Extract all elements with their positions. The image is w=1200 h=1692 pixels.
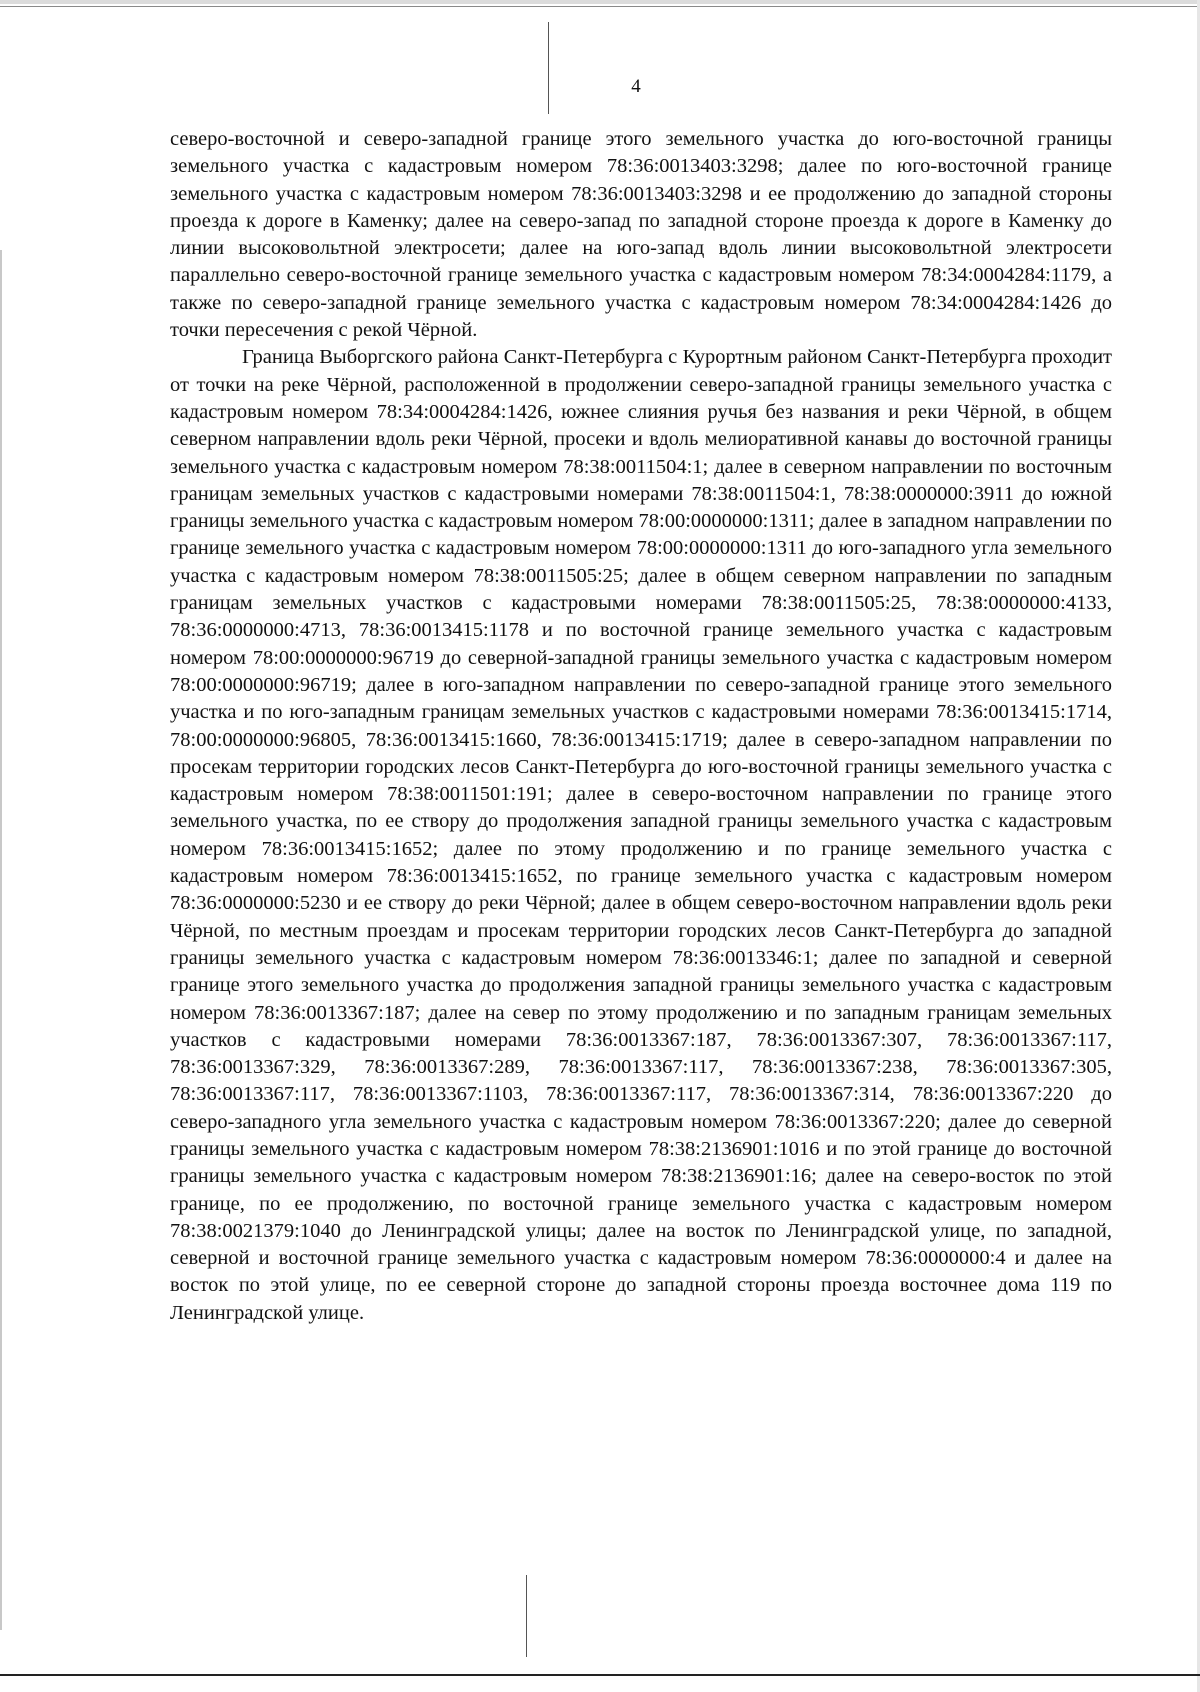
- page-number: 4: [631, 76, 641, 97]
- scan-edge-bottom: [0, 1674, 1200, 1676]
- fold-mark-bottom: [526, 1575, 527, 1657]
- paragraph-vyborg-boundary: Граница Выборгского района Санкт-Петербурга с Курортным районом Санкт-Петербурга проходит от точки на реке Чёрной, расположенной в продолжении северо-западной границы земельного участка с кадастровым номером 78:34:0004284:1426, южнее слияния ручья без названия и реки Чёрной, в общем северном направлении вдоль реки Чёрной, просеки и вдоль мелиоративной канавы до восточной границы земельного участка с кадастровым номером 78:38:0011504:1; далее в северном направлении по восточным границам земельных участков с кадастровыми номерами 78:38:0011504:1, 78:38:0000000:3911 до южной границы земельного участка с кадастровым номером 78:00:0000000:1311; далее в западном направлении по границе земельного участка с кадастровым номером 78:00:0000000:1311 до юго-западного угла земельного участка с кадастровым номером 78:38:0011505:25; далее в общем северном направлении по западным границам земельных участков с кадастровыми номерами 78:38:0011505:25, 78:38:0000000:4133, 78:36:0000000:4713, 78:36:0013415:1178 и по восточной границе земельного участка с кадастровым номером 78:00:0000000:96719 до северной-западной границы земельного участка с кадастровым номером 78:00:0000000:96719; далее в юго-западном направлении по северо-западной границе этого земельного участка и по юго-западным границам земельных участков с кадастровыми номерами 78:36:0013415:1714, 78:00:0000000:96805, 78:36:0013415:1660, 78:36:0013415:1719; далее в северо-западном направлении по просекам территории городских лесов Санкт-Петербурга до юго-восточной границы земельного участка с кадастровым номером 78:38:0011501:191; далее в северо-восточном направлении по границе этого земельного участка, по ее створу до продолжения западной границы земельного участка с кадастровым номером 78:36:0013415:1652; далее по этому продолжению и по границе земельного участка с кадастровым номером 78:36:0013415:1652, по границе земельного участка с кадастровым номером 78:36:0000000:5230 и ее створу до реки Чёрной; далее в общем северо-восточном направлении вдоль реки Чёрной, по местным проездам и просекам территории городских лесов Санкт-Петербурга до западной границы земельного участка с кадастровым номером 78:36:0013346:1; далее по западной и северной границе этого земельного участка до продолжения западной границы земельного участка с кадастровым номером 78:36:0013367:187; далее на север по этому продолжению и по западным границам земельных участков с кадастровыми номерами 78:36:0013367:187, 78:36:0013367:307, 78:36:0013367:117, 78:36:0013367:329, 78:36:0013367:289, 78:36:0013367:117, 78:36:0013367:238, 78:36:0013367:305, 78:36:0013367:117, 78:36:0013367:1103, 78:36:0013367:117, 78:36:0013367:314, 78:36:0013367:220 до северо-западного угла земельного участка с кадастровым номером 78:36:0013367:220; далее до северной границы земельного участка с кадастровым номером 78:38:2136901:1016 и по этой границе до восточной границы земельного участка с кадастровым номером 78:38:2136901:16; далее на северо-восток по этой границе, по ее продолжению, по восточной границе земельного участка с кадастровым номером 78:38:0021379:1040 до Ленинградской улицы; далее на восток по Ленинградской улице, по западной, северной и восточной границе земельного участка с кадастровым номером 78:36:0000000:4 и далее на восток по этой улице, по ее северной стороне до западной стороны проезда восточнее дома 119 по Ленинградской улице.: [170, 346, 1112, 1324]
- paragraph-continuation: северо-восточной и северо-западной границе этого земельного участка до юго-восточной границы земельного участка с кадастровым номером 78:36:0013403:3298; далее по юго-восточной границе земельного участка с кадастровым номером 78:36:0013403:3298 и ее продолжению до западной стороны проезда к дороге в Каменку; далее на северо-запад по западной стороне проезда к дороге в Каменку до линии высоковольтной электросети; далее на юго-запад вдоль линии высоковольтной электросети параллельно северо-восточной границе земельного участка с кадастровым номером 78:34:0004284:1179, а также по северо-западной границе земельного участка с кадастровым номером 78:34:0004284:1426 до точки пересечения с рекой Чёрной.: [170, 128, 1112, 342]
- scan-edge-top: [0, 0, 1200, 4]
- document-body: [170, 126, 1112, 1327]
- fold-mark-top: [548, 22, 549, 114]
- scan-edge-left: [0, 250, 2, 1630]
- scan-edge-top-line: [0, 6, 1200, 7]
